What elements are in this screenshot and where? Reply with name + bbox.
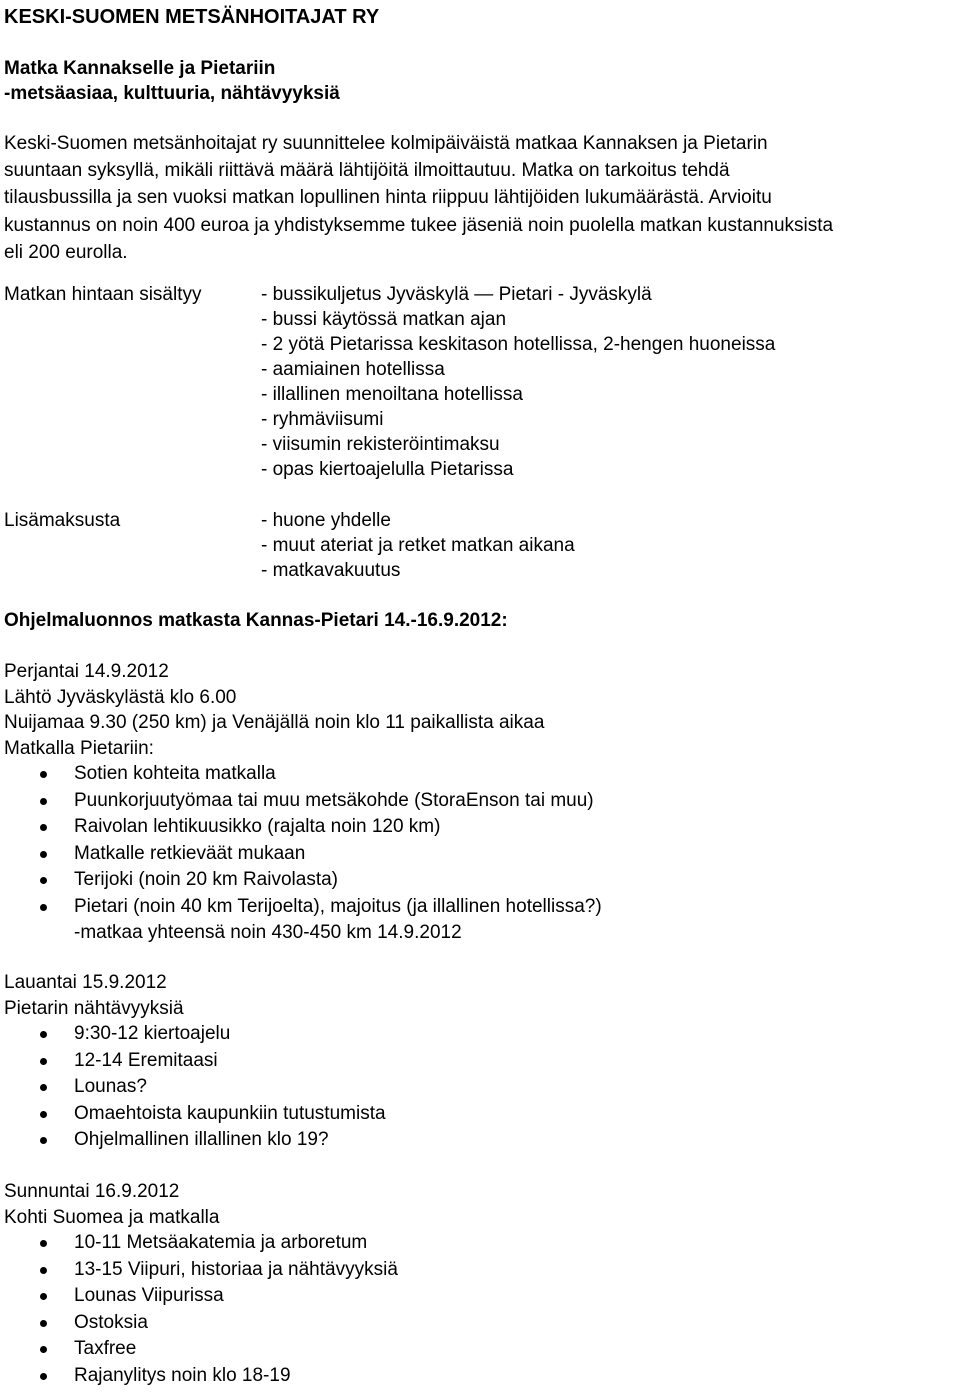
bullet-icon [40,1137,47,1144]
intro-line: kustannus on noin 400 euroa ja yhdistyksemme tukee jäseniä noin puolella matkan kustannuksista [4,214,834,236]
bullet-text: 10-11 Metsäakatemia ja arboretum [74,1232,368,1253]
bullet-continuation: -matkaa yhteensä noin 430-450 km 14.9.2012 [74,922,462,943]
bullet-item [4,1230,956,1257]
day-text: Matkalla Pietariin: [4,737,154,759]
bullet-item [4,894,956,921]
bullet-icon [40,1058,47,1065]
day-text: Pietarin nähtävyyksiä [4,997,184,1019]
extra-cost-item: - matkavakuutus [261,560,401,581]
day-text: Lähtö Jyväskylästä klo 6.00 [4,686,237,708]
bullet-item [4,1363,956,1390]
bullet-icon [40,1320,47,1327]
bullet-item [4,1336,956,1363]
title-line-2: -metsäasiaa, kulttuuria, nähtävyyksiä [4,83,340,104]
bullet-item [4,841,956,868]
intro-paragraph [4,130,956,266]
bullet-text: Matkalle retkieväät mukaan [74,842,306,864]
included-label: Matkan hintaan sisältyy [4,284,202,305]
extra-cost-item: - huone yhdelle [261,510,391,531]
bullet-text: Ohjelmallinen illallinen klo 19? [74,1129,329,1150]
bullet-item [4,1048,956,1075]
intro-line: tilausbussilla ja sen vuoksi matkan lopullinen hinta riippuu lähtijöiden lukumäärästä. Arvioitu [4,187,772,209]
day-bullet-list [4,1021,956,1154]
bullet-item [4,814,956,841]
day-date: Perjantai 14.9.2012 [4,661,169,682]
included-item: - ryhmäviisumi [261,409,384,430]
bullet-icon [40,1240,47,1247]
included-item: - 2 yötä Pietarissa keskitason hotellissa, 2-hengen huoneissa [261,334,776,355]
included-item: - bussikuljetus Jyväskylä — Pietari - Jyväskylä [261,284,652,305]
day-date: Sunnuntai 16.9.2012 [4,1181,180,1202]
included-item: - aamiainen hotellissa [261,359,445,380]
extra-cost-label: Lisämaksusta [4,510,121,531]
included-item: - illallinen menoiltana hotellissa [261,384,523,405]
bullet-text: Omaehtoista kaupunkiin tutustumista [74,1102,386,1124]
bullet-icon [40,824,47,831]
day-bullet-list [4,761,956,947]
document-title [4,56,340,106]
bullet-text: Puunkorjuutyömaa tai muu metsäkohde (StoraEnson tai muu) [74,789,594,811]
day-sunday [4,1179,956,1389]
bullet-icon [40,798,47,805]
day-saturday [4,970,956,1154]
bullet-icon [40,877,47,884]
extra-cost-list [261,508,575,583]
bullet-icon [40,1267,47,1274]
included-list [261,282,775,482]
bullet-text: Rajanylitys noin klo 18-19 [74,1364,291,1386]
bullet-text: Terijoki (noin 20 km Raivolasta) [74,869,338,890]
bullet-text: 13-15 Viipuri, historiaa ja nähtävyyksiä [74,1258,398,1280]
included-item: - opas kiertoajelulla Pietarissa [261,459,514,480]
bullet-icon [40,851,47,858]
bullet-item [4,1257,956,1284]
bullet-item [4,1101,956,1128]
bullet-icon [40,1293,47,1300]
intro-line: eli 200 eurolla. [4,241,128,263]
intro-line: Keski-Suomen metsänhoitajat ry suunnittelee kolmipäiväistä matkaa Kannaksen ja Pietarin [4,133,768,154]
bullet-item [4,1310,956,1337]
organization-name: KESKI-SUOMEN METSÄNHOITAJAT RY [4,6,380,28]
bullet-icon [40,1111,47,1118]
intro-line: suuntaan syksyllä, mikäli riittävä määrä lähtijöitä ilmoittautuu. Matka on tarkoitus tehdä [4,160,730,182]
title-line-1: Matka Kannakselle ja Pietariin [4,58,276,79]
bullet-text: Pietari (noin 40 km Terijoelta), majoitus (ja illallinen hotellissa?) [74,895,602,917]
bullet-text: Taxfree [74,1338,137,1359]
bullet-item [4,788,956,815]
bullet-item [4,1021,956,1048]
bullet-icon [40,1373,47,1380]
day-text: Kohti Suomea ja matkalla [4,1206,220,1228]
day-bullet-list [4,1230,956,1389]
day-text: Nuijamaa 9.30 (250 km) ja Venäjällä noin klo 11 paikallista aikaa [4,712,545,733]
bullet-item [4,1074,956,1101]
included-item: - viisumin rekisteröintimaksu [261,434,500,455]
bullet-text: Lounas Viipurissa [74,1285,224,1306]
bullet-item [4,1283,956,1310]
bullet-text: 9:30-12 kiertoajelu [74,1023,231,1044]
bullet-icon [40,1084,47,1091]
bullet-icon [40,1346,47,1353]
bullet-text: Sotien kohteita matkalla [74,763,276,784]
bullet-text: 12-14 Eremitaasi [74,1049,218,1071]
program-heading: Ohjelmaluonnos matkasta Kannas-Pietari 14.-16.9.2012: [4,610,508,631]
bullet-text: Ostoksia [74,1311,148,1333]
bullet-item [4,761,956,788]
included-item: - bussi käytössä matkan ajan [261,309,507,330]
day-date: Lauantai 15.9.2012 [4,972,167,993]
bullet-text: Lounas? [74,1076,147,1097]
extra-cost-item: - muut ateriat ja retket matkan aikana [261,535,575,556]
bullet-icon [40,904,47,911]
bullet-text: Raivolan lehtikuusikko (rajalta noin 120 km) [74,816,441,837]
bullet-icon [40,1031,47,1038]
bullet-icon [40,771,47,778]
day-friday [4,659,956,947]
bullet-item [4,1127,956,1154]
bullet-item [4,867,956,894]
